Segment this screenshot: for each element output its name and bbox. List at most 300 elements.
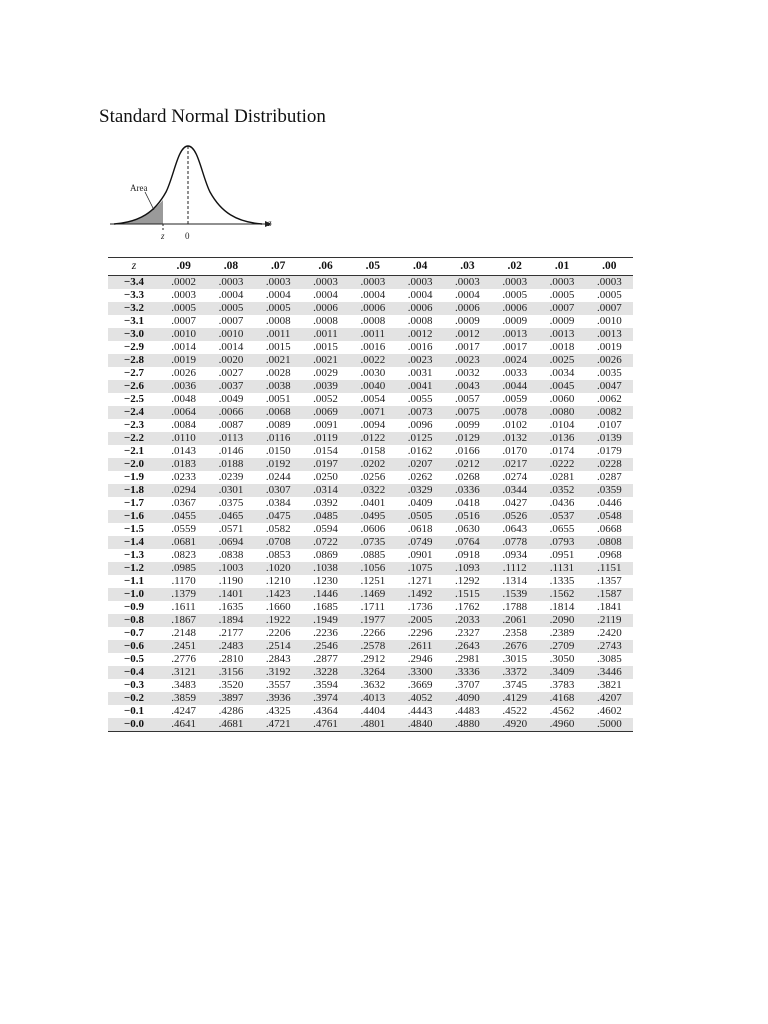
probability-cell: .0934 xyxy=(502,549,528,561)
probability-cell: .3557 xyxy=(265,679,291,691)
probability-cell: .1170 xyxy=(171,575,196,587)
probability-cell: .0028 xyxy=(265,367,291,379)
probability-cell: .0307 xyxy=(265,484,291,496)
probability-cell: .0075 xyxy=(455,406,480,418)
z-value-cell: −2.7 xyxy=(123,367,145,379)
probability-cell: .0985 xyxy=(171,562,197,574)
probability-cell: .0301 xyxy=(218,484,244,496)
probability-cell: .3936 xyxy=(265,692,291,704)
probability-cell: .0031 xyxy=(407,367,433,379)
table-row xyxy=(108,393,633,406)
probability-cell: .0014 xyxy=(171,341,197,353)
probability-cell: .4641 xyxy=(160,718,207,732)
probability-cell: .0003 xyxy=(549,276,575,288)
probability-cell: .0019 xyxy=(171,354,197,366)
probability-cell: .0027 xyxy=(218,367,244,379)
probability-cell: .0051 xyxy=(265,393,291,405)
probability-cell: .0013 xyxy=(596,328,622,340)
probability-cell: .0537 xyxy=(549,510,575,522)
probability-cell: .1093 xyxy=(455,562,480,574)
table-row xyxy=(108,432,633,445)
probability-cell: .3974 xyxy=(313,692,338,704)
probability-cell: .0026 xyxy=(171,367,197,379)
probability-cell: .1635 xyxy=(218,601,244,613)
probability-cell: .3336 xyxy=(455,666,480,678)
probability-cell: .1230 xyxy=(313,575,338,587)
probability-cell: .0749 xyxy=(407,536,433,548)
probability-cell: .2981 xyxy=(455,653,480,665)
probability-cell: .0008 xyxy=(265,315,291,327)
probability-cell: .0256 xyxy=(360,471,386,483)
probability-cell: .1251 xyxy=(360,575,386,587)
table-body xyxy=(108,276,633,732)
probability-cell: .2206 xyxy=(265,627,291,639)
probability-cell: .0021 xyxy=(265,354,291,366)
probability-cell: .0212 xyxy=(455,458,480,470)
probability-cell: .3632 xyxy=(360,679,386,691)
probability-cell: .0475 xyxy=(265,510,291,522)
table-row xyxy=(108,315,633,328)
table-row xyxy=(108,705,633,718)
probability-cell: .0020 xyxy=(218,354,244,366)
table-row xyxy=(108,536,633,549)
probability-cell: .0005 xyxy=(549,289,575,301)
probability-cell: .0618 xyxy=(407,523,433,535)
probability-cell: .0158 xyxy=(360,445,386,457)
probability-cell: .0003 xyxy=(407,276,433,288)
probability-cell: .0764 xyxy=(455,536,480,548)
probability-cell: .0091 xyxy=(313,419,338,431)
probability-cell: .2776 xyxy=(171,653,197,665)
probability-cell: .0012 xyxy=(455,328,480,340)
table-row xyxy=(108,575,633,588)
z-value-cell: −2.9 xyxy=(123,341,145,353)
probability-cell: .0125 xyxy=(407,432,433,444)
z-value-cell: −3.4 xyxy=(123,276,145,288)
probability-cell: .2148 xyxy=(171,627,197,639)
probability-cell: .0694 xyxy=(218,536,244,548)
probability-cell: .0262 xyxy=(407,471,433,483)
table-row xyxy=(108,341,633,354)
probability-cell: .0035 xyxy=(596,367,622,379)
probability-cell: .0023 xyxy=(407,354,433,366)
probability-cell: .0048 xyxy=(171,393,197,405)
normal-curve-diagram xyxy=(110,140,280,240)
probability-cell: .0003 xyxy=(171,289,197,301)
probability-cell: .0778 xyxy=(502,536,528,548)
z-value-cell: −2.4 xyxy=(123,406,145,418)
probability-cell: .2119 xyxy=(597,614,622,626)
z-value-cell: −3.1 xyxy=(123,315,145,327)
probability-cell: .0073 xyxy=(407,406,433,418)
probability-cell: .4325 xyxy=(265,705,291,717)
z-value-cell: −1.2 xyxy=(123,562,145,574)
probability-cell: .3707 xyxy=(455,679,480,691)
probability-cell: .0099 xyxy=(455,419,480,431)
z-value-cell: −0.8 xyxy=(123,614,145,626)
probability-cell: .0918 xyxy=(455,549,480,561)
probability-cell: .4602 xyxy=(596,705,622,717)
probability-cell: .0008 xyxy=(407,315,433,327)
probability-cell: .0885 xyxy=(360,549,386,561)
probability-cell: .0968 xyxy=(596,549,622,561)
probability-cell: .0244 xyxy=(265,471,291,483)
probability-cell: .1151 xyxy=(597,562,622,574)
probability-cell: .1539 xyxy=(502,588,528,600)
probability-cell: .3300 xyxy=(407,666,433,678)
table-row xyxy=(108,562,633,575)
table-row xyxy=(108,406,633,419)
probability-cell: .0107 xyxy=(596,419,622,431)
probability-cell: .1762 xyxy=(455,601,480,613)
area-label: Area xyxy=(130,183,148,193)
probability-cell: .0004 xyxy=(407,289,433,301)
probability-cell: .1003 xyxy=(218,562,244,574)
probability-cell: .0005 xyxy=(265,302,291,314)
z-value-cell: −3.0 xyxy=(123,328,145,340)
probability-cell: .2451 xyxy=(171,640,197,652)
probability-cell: .4880 xyxy=(444,718,491,732)
shaded-area xyxy=(116,200,163,224)
probability-cell: .1949 xyxy=(313,614,338,626)
z-value-cell: −1.6 xyxy=(123,510,145,522)
probability-cell: .3121 xyxy=(171,666,197,678)
probability-cell: .0119 xyxy=(313,432,338,444)
probability-cell: .0384 xyxy=(265,497,291,509)
probability-cell: .0078 xyxy=(502,406,528,418)
probability-cell: .0087 xyxy=(218,419,244,431)
probability-cell: .1190 xyxy=(218,575,244,587)
probability-cell: .0359 xyxy=(596,484,622,496)
probability-cell: .0202 xyxy=(360,458,386,470)
table-row xyxy=(108,718,633,732)
column-header: .08 xyxy=(207,258,254,276)
table-row xyxy=(108,523,633,536)
probability-cell: .0427 xyxy=(502,497,528,509)
probability-cell: .0197 xyxy=(313,458,338,470)
table-row xyxy=(108,614,633,627)
probability-cell: .1210 xyxy=(265,575,291,587)
column-header: .06 xyxy=(302,258,349,276)
z-marker-label: z xyxy=(161,231,165,240)
probability-cell: .0136 xyxy=(549,432,575,444)
z-value-cell: −2.8 xyxy=(123,354,145,366)
probability-cell: .0150 xyxy=(265,445,291,457)
table-row xyxy=(108,484,633,497)
probability-cell: .0044 xyxy=(502,380,528,392)
probability-cell: .0192 xyxy=(265,458,291,470)
probability-cell: .0004 xyxy=(218,289,244,301)
z-value-cell: −0.4 xyxy=(123,666,145,678)
probability-cell: .3520 xyxy=(218,679,244,691)
header-row xyxy=(108,258,633,276)
probability-cell: .2420 xyxy=(596,627,622,639)
probability-cell: .0007 xyxy=(218,315,244,327)
probability-cell: .4286 xyxy=(218,705,244,717)
probability-cell: .4052 xyxy=(407,692,433,704)
table-row xyxy=(108,640,633,653)
probability-cell: .2877 xyxy=(313,653,338,665)
probability-cell: .0037 xyxy=(218,380,244,392)
probability-cell: .0548 xyxy=(596,510,622,522)
probability-cell: .2327 xyxy=(455,627,480,639)
probability-cell: .0084 xyxy=(171,419,197,431)
table-row xyxy=(108,692,633,705)
probability-cell: .1977 xyxy=(360,614,386,626)
probability-cell: .2236 xyxy=(313,627,338,639)
probability-cell: .4522 xyxy=(502,705,528,717)
z-value-cell: −1.0 xyxy=(123,588,145,600)
table-row xyxy=(108,445,633,458)
probability-cell: .4801 xyxy=(349,718,396,732)
z-column-header: z xyxy=(108,258,160,276)
probability-cell: .0367 xyxy=(171,497,197,509)
probability-cell: .0314 xyxy=(313,484,338,496)
probability-cell: .0021 xyxy=(313,354,338,366)
probability-cell: .0054 xyxy=(360,393,386,405)
probability-cell: .0516 xyxy=(455,510,480,522)
probability-cell: .0162 xyxy=(407,445,433,457)
probability-cell: .4920 xyxy=(491,718,538,732)
z-value-cell: −1.8 xyxy=(123,484,145,496)
probability-cell: .0006 xyxy=(360,302,386,314)
probability-cell: .2514 xyxy=(265,640,291,652)
probability-cell: .0582 xyxy=(265,523,291,535)
probability-cell: .0352 xyxy=(549,484,575,496)
probability-cell: .0409 xyxy=(407,497,433,509)
table-row xyxy=(108,653,633,666)
probability-cell: .0033 xyxy=(502,367,528,379)
probability-cell: .0005 xyxy=(502,289,528,301)
column-header: .03 xyxy=(444,258,491,276)
probability-cell: .1736 xyxy=(407,601,433,613)
probability-cell: .2611 xyxy=(407,640,433,652)
probability-cell: .0183 xyxy=(171,458,197,470)
probability-cell: .2810 xyxy=(218,653,244,665)
probability-cell: .0005 xyxy=(218,302,244,314)
normal-curve-figure xyxy=(110,140,280,245)
probability-cell: .0559 xyxy=(171,523,197,535)
probability-cell: .0017 xyxy=(502,341,528,353)
probability-cell: .1131 xyxy=(549,562,575,574)
probability-cell: .4681 xyxy=(207,718,254,732)
probability-cell: .2643 xyxy=(455,640,480,652)
probability-cell: .0006 xyxy=(502,302,528,314)
z-value-cell: −1.4 xyxy=(123,536,145,548)
probability-cell: .0052 xyxy=(313,393,338,405)
probability-cell: .0041 xyxy=(407,380,433,392)
probability-cell: .0007 xyxy=(171,315,197,327)
probability-cell: .3085 xyxy=(596,653,622,665)
column-header: .01 xyxy=(538,258,585,276)
probability-cell: .0071 xyxy=(360,406,386,418)
probability-cell: .0122 xyxy=(360,432,386,444)
probability-cell: .1357 xyxy=(596,575,622,587)
probability-cell: .1056 xyxy=(360,562,386,574)
probability-cell: .0096 xyxy=(407,419,433,431)
probability-cell: .2709 xyxy=(549,640,575,652)
probability-cell: .0643 xyxy=(502,523,528,535)
probability-cell: .4129 xyxy=(502,692,528,704)
probability-cell: .0030 xyxy=(360,367,386,379)
probability-cell: .0082 xyxy=(596,406,622,418)
area-pointer xyxy=(145,192,154,210)
probability-cell: .2946 xyxy=(407,653,433,665)
column-header: .02 xyxy=(491,258,538,276)
z-axis-label: z xyxy=(268,218,272,228)
probability-cell: .0571 xyxy=(218,523,244,535)
probability-cell: .0233 xyxy=(171,471,197,483)
probability-cell: .0228 xyxy=(596,458,622,470)
probability-cell: .0003 xyxy=(313,276,338,288)
probability-cell: .4090 xyxy=(455,692,480,704)
probability-cell: .0294 xyxy=(171,484,197,496)
z-value-cell: −0.5 xyxy=(123,653,145,665)
probability-cell: .3783 xyxy=(549,679,575,691)
probability-cell: .4364 xyxy=(313,705,338,717)
table-row xyxy=(108,588,633,601)
probability-cell: .0009 xyxy=(455,315,480,327)
probability-cell: .0049 xyxy=(218,393,244,405)
probability-cell: .4443 xyxy=(407,705,433,717)
probability-cell: .0505 xyxy=(407,510,433,522)
probability-cell: .0465 xyxy=(218,510,244,522)
z-value-cell: −2.6 xyxy=(123,380,145,392)
table-row xyxy=(108,328,633,341)
probability-cell: .0003 xyxy=(360,276,386,288)
probability-cell: .0015 xyxy=(313,341,338,353)
probability-cell: .2546 xyxy=(313,640,338,652)
probability-cell: .0170 xyxy=(502,445,528,457)
z-value-cell: −0.0 xyxy=(108,718,160,732)
probability-cell: .3897 xyxy=(218,692,244,704)
probability-cell: .0735 xyxy=(360,536,386,548)
probability-cell: .3192 xyxy=(265,666,291,678)
probability-cell: .1841 xyxy=(596,601,622,613)
z-value-cell: −3.2 xyxy=(123,302,145,314)
probability-cell: .0064 xyxy=(171,406,197,418)
probability-cell: .2912 xyxy=(360,653,386,665)
probability-cell: .0039 xyxy=(313,380,338,392)
probability-cell: .0838 xyxy=(218,549,244,561)
probability-cell: .0116 xyxy=(266,432,291,444)
probability-cell: .0045 xyxy=(549,380,575,392)
zero-label: 0 xyxy=(185,231,190,240)
probability-cell: .0003 xyxy=(218,276,244,288)
probability-cell: .0057 xyxy=(455,393,480,405)
probability-cell: .0023 xyxy=(455,354,480,366)
probability-cell: .0013 xyxy=(502,328,528,340)
probability-cell: .0003 xyxy=(455,276,480,288)
probability-cell: .0146 xyxy=(218,445,244,457)
probability-cell: .3859 xyxy=(171,692,197,704)
probability-cell: .0869 xyxy=(313,549,338,561)
probability-cell: .0010 xyxy=(171,328,197,340)
probability-cell: .0002 xyxy=(171,276,197,288)
column-header: .07 xyxy=(255,258,302,276)
table-row xyxy=(108,549,633,562)
probability-cell: .3409 xyxy=(549,666,575,678)
probability-cell: .0009 xyxy=(549,315,575,327)
probability-cell: .0188 xyxy=(218,458,244,470)
probability-cell: .4562 xyxy=(549,705,575,717)
probability-cell: .0019 xyxy=(596,341,622,353)
probability-cell: .0606 xyxy=(360,523,386,535)
table-row xyxy=(108,289,633,302)
probability-cell: .0010 xyxy=(218,328,244,340)
z-value-cell: −2.2 xyxy=(123,432,145,444)
probability-cell: .0392 xyxy=(313,497,338,509)
probability-cell: .0274 xyxy=(502,471,528,483)
probability-cell: .0055 xyxy=(407,393,433,405)
probability-cell: .0003 xyxy=(502,276,528,288)
table-row xyxy=(108,601,633,614)
probability-cell: .0239 xyxy=(218,471,244,483)
table-row xyxy=(108,419,633,432)
probability-cell: .0008 xyxy=(360,315,386,327)
probability-cell: .1075 xyxy=(407,562,433,574)
probability-cell: .3156 xyxy=(218,666,244,678)
probability-cell: .1423 xyxy=(265,588,291,600)
probability-cell: .4960 xyxy=(538,718,585,732)
probability-cell: .0630 xyxy=(455,523,480,535)
probability-cell: .0025 xyxy=(549,354,575,366)
probability-cell: .0102 xyxy=(502,419,528,431)
probability-cell: .0287 xyxy=(596,471,622,483)
probability-cell: .1515 xyxy=(455,588,480,600)
probability-cell: .3015 xyxy=(502,653,528,665)
probability-cell: .0015 xyxy=(265,341,291,353)
probability-cell: .2483 xyxy=(218,640,244,652)
probability-cell: .3594 xyxy=(313,679,338,691)
probability-cell: .2061 xyxy=(502,614,528,626)
probability-cell: .0029 xyxy=(313,367,338,379)
probability-cell: .0154 xyxy=(313,445,338,457)
probability-cell: .0485 xyxy=(313,510,338,522)
probability-cell: .0344 xyxy=(502,484,528,496)
probability-cell: .0010 xyxy=(596,315,622,327)
probability-cell: .2090 xyxy=(549,614,575,626)
probability-cell: .0011 xyxy=(313,328,338,340)
probability-cell: .0060 xyxy=(549,393,575,405)
probability-cell: .2005 xyxy=(407,614,433,626)
probability-cell: .1611 xyxy=(171,601,196,613)
probability-cell: .0009 xyxy=(502,315,528,327)
probability-cell: .4247 xyxy=(171,705,197,717)
probability-cell: .0026 xyxy=(596,354,622,366)
probability-cell: .4404 xyxy=(360,705,386,717)
probability-cell: .0901 xyxy=(407,549,433,561)
z-table xyxy=(108,257,633,732)
probability-cell: .0668 xyxy=(596,523,622,535)
probability-cell: .2676 xyxy=(502,640,528,652)
probability-cell: .0047 xyxy=(596,380,622,392)
probability-cell: .0655 xyxy=(549,523,575,535)
probability-cell: .0011 xyxy=(266,328,291,340)
probability-cell: .0336 xyxy=(455,484,480,496)
probability-cell: .0853 xyxy=(265,549,291,561)
probability-cell: .0005 xyxy=(596,289,622,301)
probability-cell: .3228 xyxy=(313,666,338,678)
probability-cell: .0016 xyxy=(360,341,386,353)
probability-cell: .1314 xyxy=(502,575,528,587)
probability-cell: .0004 xyxy=(360,289,386,301)
probability-cell: .1446 xyxy=(313,588,338,600)
probability-cell: .0012 xyxy=(407,328,433,340)
table-row xyxy=(108,627,633,640)
probability-cell: .4840 xyxy=(396,718,443,732)
z-value-cell: −2.0 xyxy=(123,458,145,470)
